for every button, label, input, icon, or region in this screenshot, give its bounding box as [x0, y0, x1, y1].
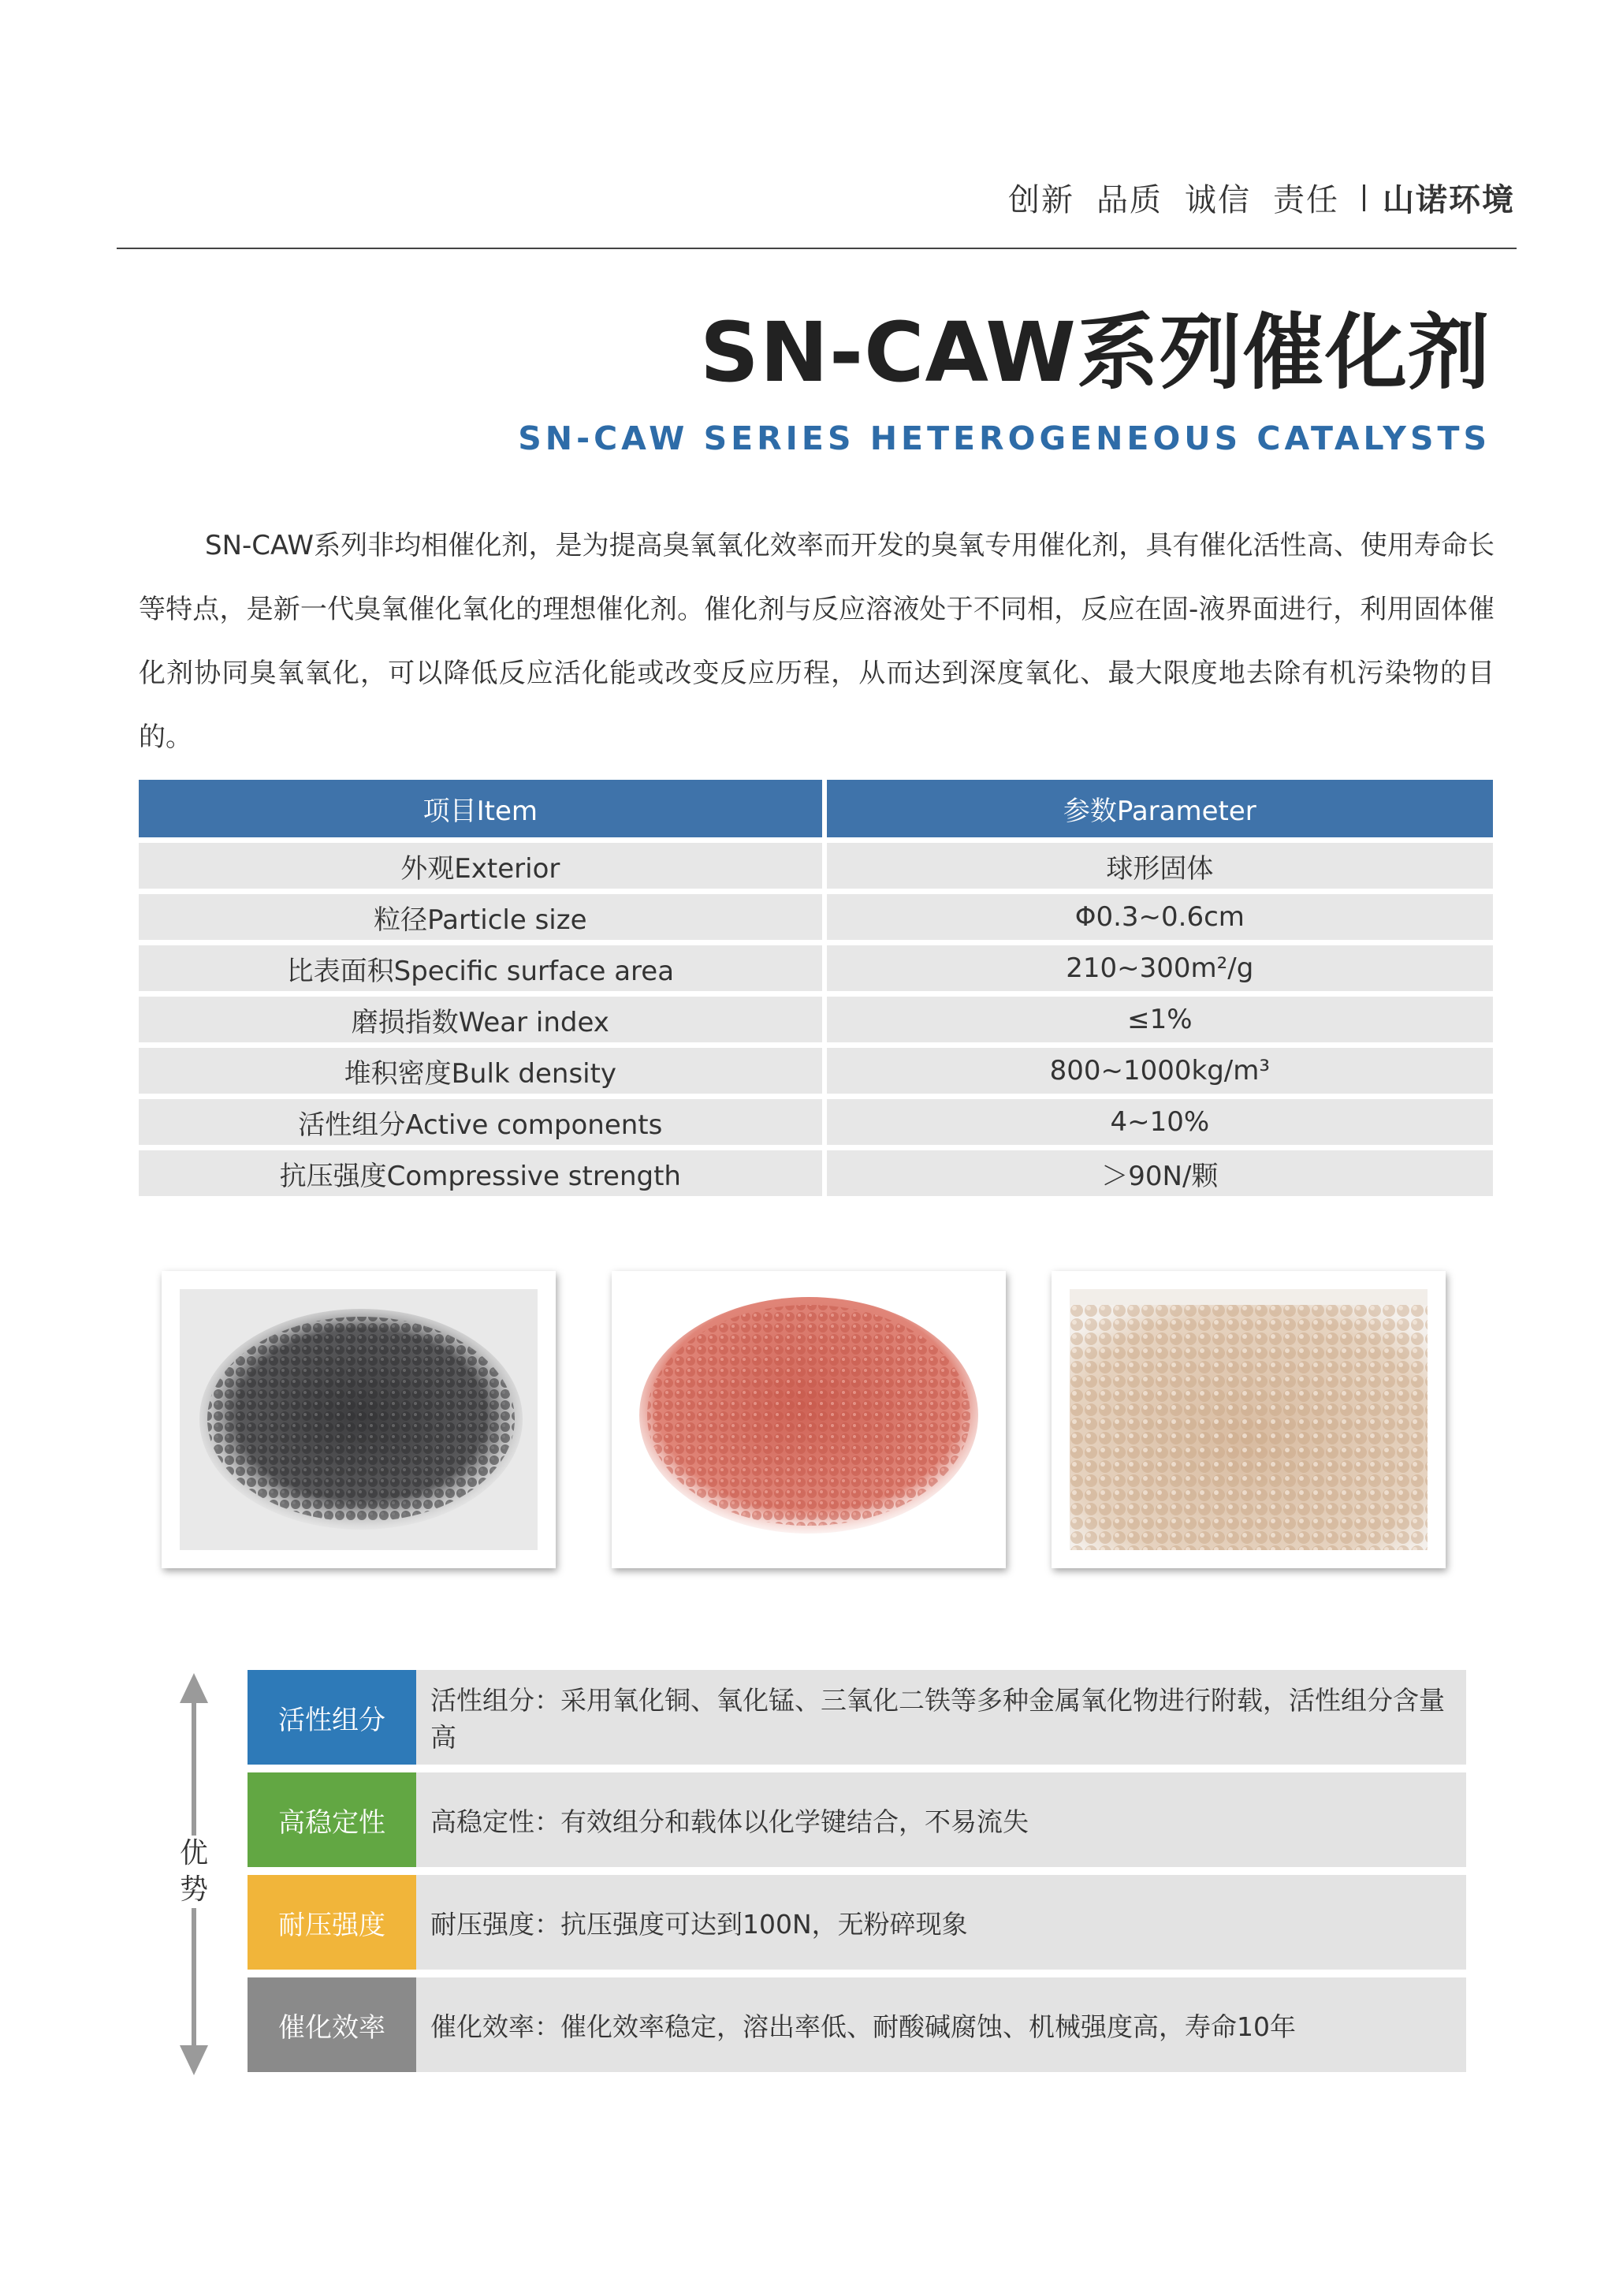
photo-image [180, 1289, 538, 1550]
table-cell-value: ＞90N/颗 [827, 1150, 1493, 1196]
advantage-row [248, 1772, 1466, 1867]
advantage-tag: 耐压强度 [248, 1875, 416, 1970]
table-cell-item: 比表面积Specific surface area [139, 945, 827, 991]
table-cell-item: 抗压强度Compressive strength [139, 1150, 827, 1196]
photo-beige-catalyst [1052, 1271, 1446, 1568]
table-cell-item: 粒径Particle size [139, 894, 827, 940]
table-row [139, 997, 1493, 1042]
advantage-text: 活性组分：采用氧化铜、氧化锰、三氧化二铁等多种金属氧化物进行附载，活性组分含量高 [430, 1685, 1445, 1753]
advantage-text: 高稳定性：有效组分和载体以化学键结合，不易流失 [430, 1806, 1029, 1837]
advantage-text: 耐压强度：抗压强度可达到100N，无粉碎现象 [430, 1908, 968, 1940]
page-title: SN-CAW系列催化剂 [700, 304, 1491, 401]
table-cell-value: ≤1% [827, 997, 1493, 1042]
table-row [139, 1099, 1493, 1145]
table-cell-value: Φ0.3~0.6cm [827, 894, 1493, 940]
table-cell-value: 球形固体 [827, 843, 1493, 889]
photo-gray-catalyst [162, 1271, 556, 1568]
page-subtitle: SN-CAW SERIES HETEROGENEOUS CATALYSTS [518, 419, 1491, 457]
table-cell-value: 210~300m²/g [827, 945, 1493, 991]
slogan-word: 责任 [1273, 182, 1339, 218]
header-slogan [986, 175, 1515, 220]
table-row [139, 945, 1493, 991]
table-row [139, 843, 1493, 889]
table-header-row [139, 780, 1493, 837]
slogan-word: 创新 [1008, 182, 1074, 218]
slogan-word: 品质 [1096, 182, 1163, 218]
photo-red-catalyst [612, 1271, 1006, 1568]
table-header-cell: 参数Parameter [827, 780, 1493, 837]
photo-image [1070, 1289, 1428, 1550]
advantage-tag: 活性组分 [248, 1670, 416, 1765]
slogan-divider [1363, 184, 1365, 211]
advantage-row [248, 1670, 1466, 1765]
advantage-tag: 高稳定性 [248, 1772, 416, 1867]
brand-name: 山诺环境 [1383, 182, 1515, 218]
table-header-cell: 项目Item [139, 780, 827, 837]
table-row [139, 894, 1493, 940]
header-rule [117, 248, 1517, 249]
table-cell-item: 堆积密度Bulk density [139, 1048, 827, 1094]
intro-paragraph: SN-CAW系列非均相催化剂，是为提高臭氧氧化效率而开发的臭氧专用催化剂，具有催化活性高、使用寿命长等特点，是新一代臭氧催化氧化的理想催化剂。催化剂与反应溶液处于不同相，反应在固-液界面进行，利用固体催化剂协同臭氧氧化，可以降低反应活化能或改变反应历程，从而达到深度氧化、最大限度地去除有机污染物的目的。 [139, 530, 1495, 753]
advantage-axis-label: 优势 [178, 1836, 210, 1908]
table-cell-item: 外观Exterior [139, 843, 827, 889]
table-cell-value: 800~1000kg/m³ [827, 1048, 1493, 1094]
advantage-text: 催化效率：催化效率稳定，溶出率低、耐酸碱腐蚀、机械强度高，寿命10年 [430, 2011, 1296, 2042]
table-cell-item: 磨损指数Wear index [139, 997, 827, 1042]
table-row [139, 1048, 1493, 1094]
advantage-row [248, 1977, 1466, 2072]
table-row [139, 1150, 1493, 1196]
advantage-tag: 催化效率 [248, 1977, 416, 2072]
photo-image [630, 1289, 988, 1550]
advantage-row [248, 1875, 1466, 1970]
slogan-word: 诚信 [1185, 182, 1251, 218]
spec-table [139, 774, 1493, 1202]
table-cell-item: 活性组分Active components [139, 1099, 827, 1145]
table-cell-value: 4~10% [827, 1099, 1493, 1145]
